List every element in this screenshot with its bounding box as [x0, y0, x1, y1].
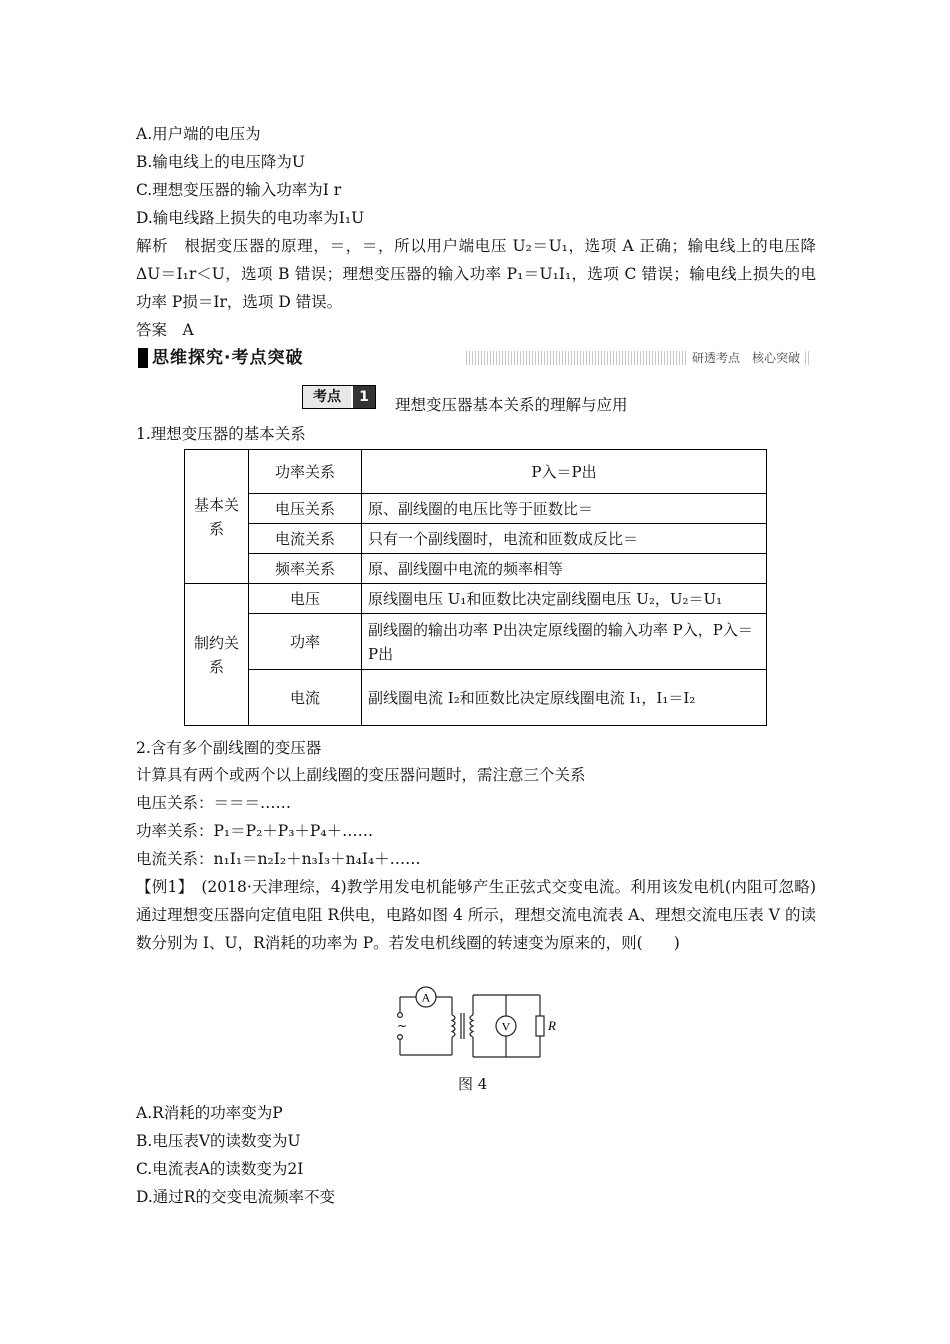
- banner-bar: [138, 348, 148, 368]
- row-name: 电压关系: [249, 494, 362, 524]
- kaodian-title: 理想变压器基本关系的理解与应用: [395, 396, 628, 414]
- ammeter-icon: [416, 987, 436, 1007]
- current-relation: 电流关系：n₁I₁＝n₂I₂＋n₃I₃＋n₄I₄＋……: [136, 850, 421, 868]
- answer: 答案 A: [136, 321, 194, 339]
- example-option-d: D.通过R的交变电流频率不变: [136, 1188, 335, 1206]
- example-option-a: A.R消耗的功率变为P: [136, 1104, 283, 1122]
- figure-caption: 图 4: [458, 1075, 488, 1093]
- row-name: 电流关系: [249, 524, 362, 554]
- row-name: 电压: [249, 584, 362, 614]
- section2-intro: 计算具有两个或两个以上副线圈的变压器问题时，需注意三个关系: [136, 766, 586, 784]
- relation-table: [184, 449, 767, 726]
- row-name: 功率关系: [249, 450, 362, 494]
- group-constraint: 制约关系: [185, 584, 249, 726]
- row-desc: P入＝P出: [362, 450, 767, 494]
- row-desc: 只有一个副线圈时，电流和匝数成反比＝: [362, 524, 767, 554]
- example-paragraph: 【例1】 (2018·天津理综，4)教学用发电机能够产生正弦式交变电流。利用该发电机(内阻可忽略)通过理想变压器向定值电阻 R供电，电路如图 4 所示，理想交流电流表 A、理想交流电压表 V 的读数分别为 I、U，R消耗的功率为 P。若发电机线圈的转速变为原来的，则( ): [136, 878, 816, 952]
- example-option-c: C.电流表A的读数变为2I: [136, 1160, 304, 1178]
- voltmeter-icon: [496, 1016, 516, 1036]
- row-name: 功率: [249, 614, 362, 670]
- row-desc: 原、副线圈中电流的频率相等: [362, 554, 767, 584]
- row-desc: 原、副线圈的电压比等于匝数比＝: [362, 494, 767, 524]
- option-d: D.输电线路上损失的电功率为I₁U: [136, 209, 365, 227]
- circuit-diagram: [388, 985, 568, 1067]
- kaodian-number: 1: [353, 386, 375, 408]
- option-c: C.理想变压器的输入功率为I r: [136, 181, 342, 199]
- row-name: 电流: [249, 670, 362, 726]
- banner-right-text: 研透考点 核心突破: [688, 349, 804, 367]
- option-a: A.用户端的电压为: [136, 125, 261, 143]
- example-option-b: B.电压表V的读数变为U: [136, 1132, 301, 1150]
- section-banner: [138, 346, 810, 370]
- row-desc: 副线圈的输出功率 P出决定原线圈的输入功率 P入，P入＝P出: [362, 614, 767, 670]
- group-basic: 基本关系: [185, 450, 249, 584]
- kaodian-label: 考点: [303, 386, 351, 408]
- analysis-paragraph: 解析 根据变压器的原理，＝，＝，所以用户端电压 U₂＝U₁，选项 A 正确；输电线上的电压降 ΔU＝I₁r＜U，选项 B 错误；理想变压器的输入功率 P₁＝U₁I₁，选项 C 错误；输电线上损失的电功率 P损＝Ir，选项 D 错误。: [136, 237, 816, 311]
- resistor-label: R: [548, 1018, 556, 1033]
- section1-title: 1.理想变压器的基本关系: [136, 425, 306, 443]
- voltage-relation: 电压关系：＝＝＝……: [136, 794, 292, 812]
- section2-title: 2.含有多个副线圈的变压器: [136, 739, 322, 757]
- option-b: B.输电线上的电压降为U: [136, 153, 305, 171]
- row-desc: 副线圈电流 I₂和匝数比决定原线圈电流 I₁，I₁＝I₂: [362, 670, 767, 726]
- banner-title: 思维探究·考点突破: [152, 348, 304, 368]
- row-name: 频率关系: [249, 554, 362, 584]
- power-relation: 功率关系：P₁＝P₂＋P₃＋P₄＋……: [136, 822, 374, 840]
- svg-text:A: A: [421, 990, 431, 1005]
- svg-text:V: V: [501, 1019, 511, 1034]
- row-desc: 原线圈电压 U₁和匝数比决定副线圈电压 U₂，U₂＝U₁: [362, 584, 767, 614]
- ac-source-symbol: ~: [397, 1019, 408, 1033]
- kaodian-badge: [302, 385, 376, 409]
